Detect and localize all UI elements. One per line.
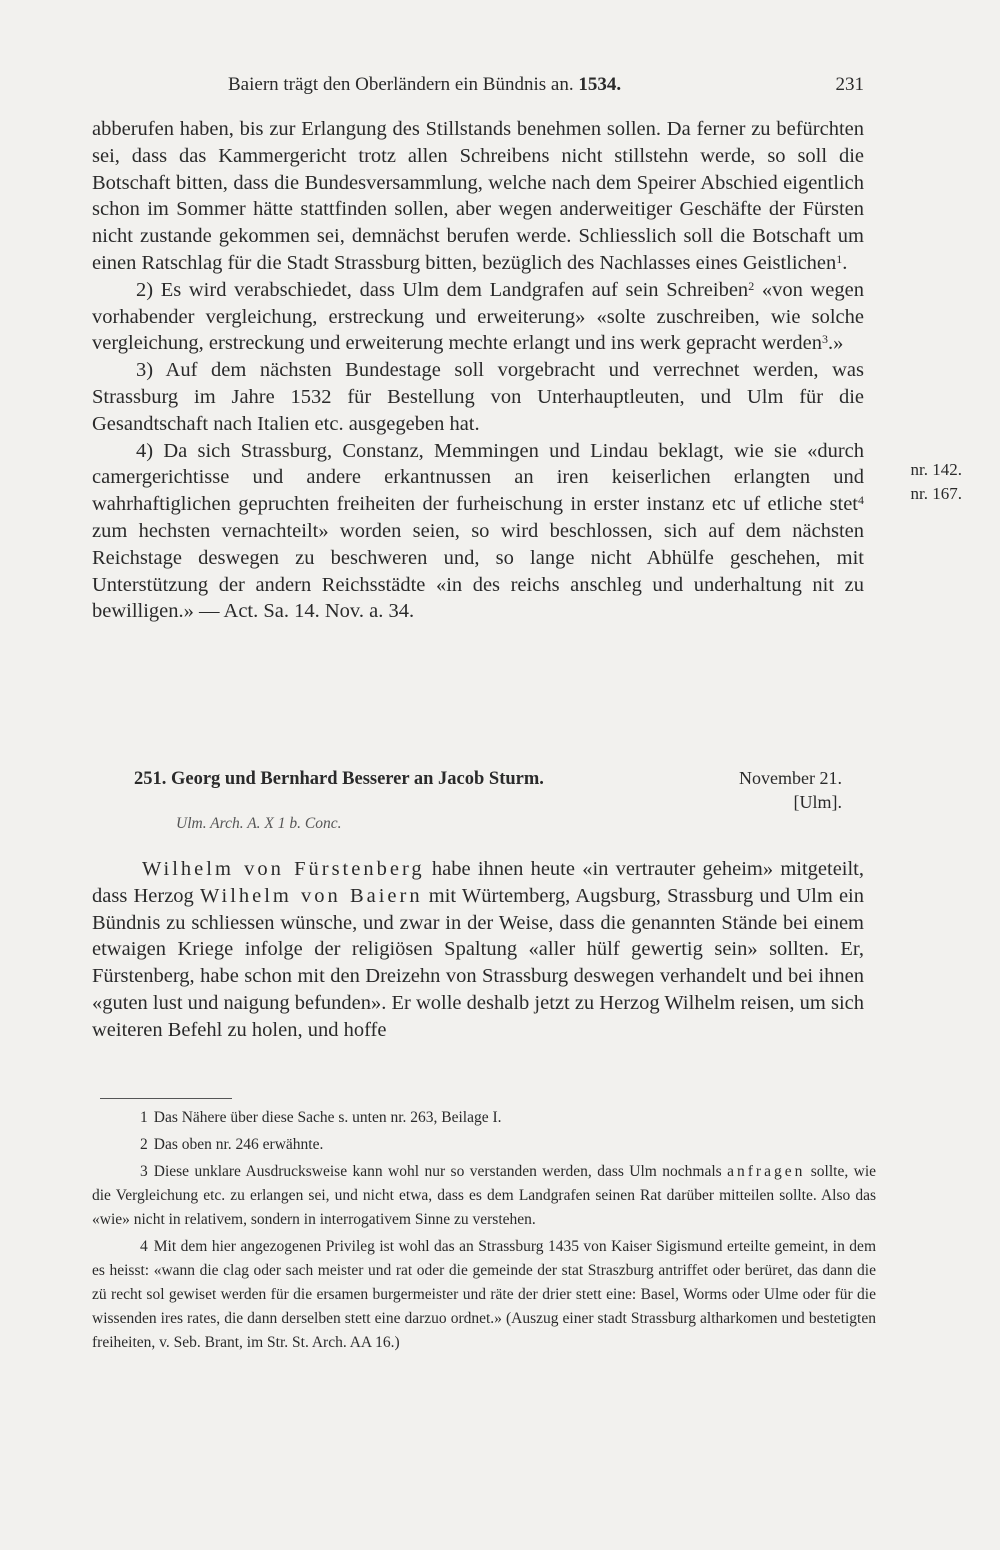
footnote-3-spaced: anfragen [727, 1163, 806, 1180]
paragraph-3: 3) Auf dem nächsten Bundestage soll vorgebracht und verrechnet werden, was Strassburg im Jahre 1532 für Bestellung von Unterhauptleuten, und Ulm für die Gesandtschaft nach Italien etc. ausgegeben hat. [92, 359, 864, 435]
paragraph-2-text-a: 2) Es wird verabschiedet, dass Ulm dem Landgrafen auf sein Schreiben [136, 278, 749, 301]
paragraph-1-text: abberufen haben, bis zur Erlangung des Stillstands benehmen sollen. Da ferner zu befürchten sei, dass das Kammergericht trotz allen Schreibens nicht stillstehn werde, so soll die Botschaft bitten, dass die Bundesversammlung, welche nach dem Speirer Abschied eigentlich schon im Sommer hätte stattfinden sollen, aber wegen anderweitiger Geschäfte der Fürsten nicht zustande gekommen sei, demnächst berufen werde. Schliesslich soll die Botschaft um einen Ratschlag für die Stadt Strassburg bitten, bezüglich des Nachlasses eines Geistlichen [92, 118, 864, 274]
document-date-text: November 21. [739, 768, 842, 788]
paragraph-2-end: .» [827, 332, 844, 355]
margin-note-2: nr. 167. [910, 484, 962, 503]
letter-text [92, 856, 864, 1044]
footnote-4-text: Mit dem hier angezogenen Privileg ist wohl das an Strassburg 1435 von Kaiser Sigismund erteilte gemeint, in dem es heisst: «wann die clag oder sach meister und rat oder die gemeinde der stat Straszburg antriffet oder berüret, das dann die zü recht sol gewiset werden für die ersamen burgermeister und räte der drier stett eine: Basel, Worms oder Ulme oder für die wissenden ires rates, die dann derselben stett eine darzuo ordnet.» (Auszug einer stadt Strassburg altharkomen und bestetigten freiheiten, v. Seb. Brant, im Str. St. Arch. AA 16.) [92, 1238, 876, 1351]
margin-notes [890, 458, 962, 506]
footnote-3-mark: 3 [140, 1163, 148, 1180]
main-text [92, 116, 864, 625]
header-year: 1534. [578, 74, 622, 95]
document-source: Ulm. Arch. A. X 1 b. Conc. [176, 815, 342, 832]
footnotes [92, 1106, 876, 1358]
footnote-1 [92, 1106, 876, 1130]
paragraph-1 [92, 116, 864, 277]
paragraph-4 [92, 438, 864, 626]
paragraph-4-text-b: zum hechsten vernachteilt» worden seien, so wird beschlossen, sich auf dem nächsten Reichstage deswegen zu beschweren und, so lange nicht Abhülfe geschehen, mit Unterstützung der andern Reichsstädte «in des reichs anschleg und underhaltung nit zu bewilligen.» — Act. Sa. 14. Nov. a. 34. [92, 519, 864, 623]
footnote-ref-4: 4 [858, 493, 864, 508]
footnote-3-text-b: sollte, wie die Vergleichung etc. zu erlangen sei, und nicht etwa, dass es dem Landgrafen seinen Rat darüber mitteilen sollte. Also das «wie» nicht in relativem, sondern in interrogativem Sinne zu verstehen. [92, 1163, 877, 1228]
paragraph-1-end: . [842, 251, 848, 274]
document-title: 251. Georg und Bernhard Besserer an Jacob Sturm. [134, 769, 544, 789]
footnote-ref-3: 3 [821, 332, 828, 347]
footnote-3-text-a: Diese unklare Ausdrucksweise kann wohl nur so verstanden werden, dass Ulm nochmals [153, 1163, 722, 1180]
paragraph-2 [92, 277, 864, 357]
paragraph-2-text-b: «von wegen vorhabender vergleichung, erstreckung und erweiterung» «solte zuschreiben, wie solche vergleichung, erstreckung und erweiterung mechte erlangt und ins werk gepracht werden [92, 278, 864, 355]
footnote-ref-2: 2 [748, 278, 755, 293]
letter-text-1: habe ihnen heute «in vertrauter geheim» mitgeteilt, dass Herzog [92, 858, 865, 907]
footnote-1-text: Das Nähere über diese Sache s. unten nr. 263, Beilage I. [153, 1109, 502, 1126]
footnote-3 [92, 1160, 876, 1232]
footnote-2-mark: 2 [140, 1136, 148, 1153]
letter-paragraph [92, 856, 864, 1044]
name-fuerstenberg: Wilhelm von Fürstenberg [142, 858, 425, 880]
footnote-1-mark: 1 [140, 1109, 148, 1126]
footnote-4 [92, 1235, 876, 1355]
running-header [92, 70, 864, 100]
document-place: [Ulm]. [793, 792, 842, 812]
header-title-text: Baiern trägt den Oberländern ein Bündnis an. [228, 74, 574, 95]
letter-text-2: mit Würtemberg, Augsburg, Strassburg und Ulm ein Bündnis zu schliessen wünsche, und zwar in der Weise, dass die genannten Stände bei einem etwaigen Kriege infolge der religiösen Spaltung «aller hülf gewertig sein» sollten. Er, Fürstenberg, habe schon mit den Dreizehn von Strassburg deswegen verhandelt und bei ihnen «guten lust und naigung befunden». Er wolle deshalb jetzt zu Herzog Wilhelm reisen, um sich weiteren Befehl zu holen, und hoffe [92, 884, 864, 1041]
document-date [739, 766, 842, 814]
footnote-4-mark: 4 [140, 1238, 148, 1255]
footnote-ref-1: 1 [836, 251, 843, 266]
margin-note-1: nr. 142. [910, 460, 962, 479]
footnote-2-text: Das oben nr. 246 erwähnte. [153, 1136, 324, 1153]
name-wilhelm-baiern: Wilhelm von Baiern [199, 884, 423, 907]
page-number: 231 [835, 74, 864, 95]
footnote-2 [92, 1133, 876, 1157]
header-title [228, 70, 621, 100]
footnote-divider [100, 1098, 232, 1099]
paragraph-4-text-a: 4) Da sich Strassburg, Constanz, Memmingen und Lindau beklagt, wie sie «durch camergerichtisse und andere erkantnussen an iren keiserlichen erlangten und wahrhaftiglichen gepruchten freiheiten der furheischung in erster instanz etc uf etliche stet [92, 439, 864, 516]
